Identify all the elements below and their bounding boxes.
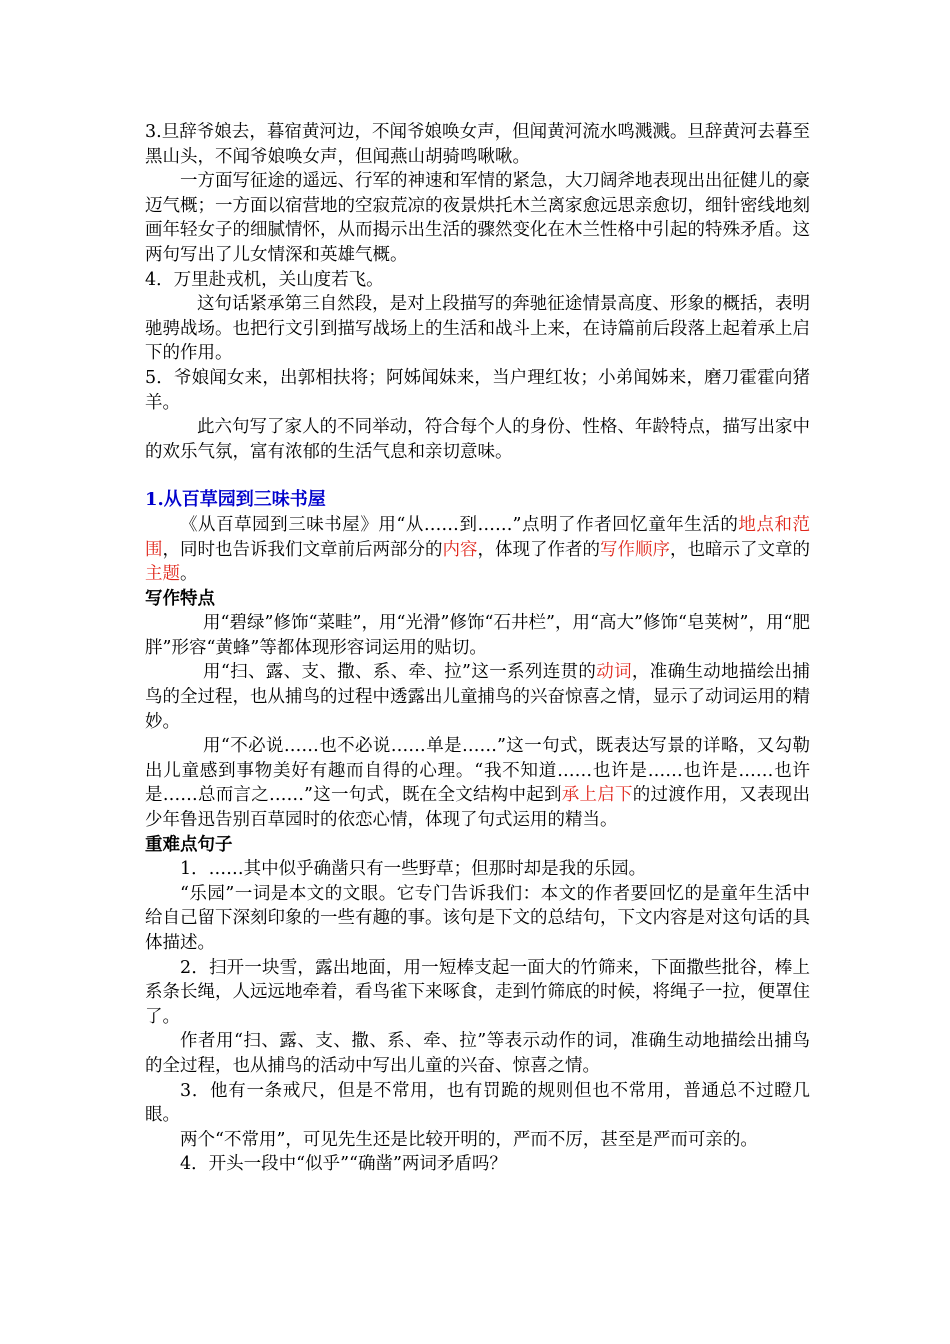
paragraph-item-5: 5．爷娘闻女来，出郭相扶将；阿姊闻妹来，当户理红妆；小弟闻姊来，磨刀霍霍向猪羊。 <box>145 367 810 413</box>
intro-text-a: 《从百草园到三味书屋》用“从……到……”点明了作者回忆童年生活的 <box>180 514 739 535</box>
paragraph-item-3: 3.旦辞爷娘去，暮宿黄河边，不闻爷娘唤女声，但闻黄河流水鸣溅溅。旦辞黄河去暮至黑山头，不闻爷娘唤女声，但闻燕山胡骑鸣啾啾。 <box>145 122 810 167</box>
paragraph-item-4: 4．万里赴戎机，关山度若飞。 <box>145 269 384 290</box>
intro-highlight-theme: 主题 <box>145 564 180 585</box>
intro-text-b: ，同时也告诉我们文章前后两部分的 <box>162 539 443 560</box>
intro-highlight-order: 写作顺序 <box>600 539 670 560</box>
key-sentence-3-comment: 两个“不常用”，可见先生还是比较开明的，严而不厉，甚至是严而可亲的。 <box>180 1129 758 1150</box>
paragraph-item-4-comment: 这句话紧承第三自然段，是对上段描写的奔驰征途情景高度、形象的概括，表明驰骋战场。也把行文引到描写战场上的生活和战斗上来，在诗篇前后段落上起着承上启下的作用。 <box>145 294 810 364</box>
key-sentence-1-comment: “乐园”一词是本文的文眼。它专门告诉我们：本文的作者要回忆的是童年生活中给自己留下深刻印象的一些有趣的事。该句是下文的总结句，下文内容是对这句话的具体描述。 <box>145 883 810 953</box>
feature-sentences-text-a: 用“不必说……也不必说……单是……”这一句式，既表达写景的详略，又勾勒出儿童感到事物美好有趣而自得的心理。“我不知道……也许是……也许是……也许是……总而言之……”这一句式，既在全文结构中起到 <box>145 736 810 806</box>
feature-paragraph-adjectives: 用“碧绿”修饰“菜畦”，用“光滑”修饰“石井栏”，用“高大”修饰“皂荚树”，用“肥胖”形容“黄蜂”等都体现形容词运用的贴切。 <box>145 613 810 658</box>
section-gap <box>145 464 810 488</box>
intro-text-e: 。 <box>180 564 198 585</box>
document-page <box>145 120 810 1177</box>
intro-highlight-place: 地点和范围 <box>145 514 810 560</box>
intro-text-d: ，也暗示了文章的 <box>670 539 810 560</box>
key-sentence-3: 3．他有一条戒尺，但是不常用，也有罚跪的规则但也不常用，普通总不过瞪几眼。 <box>145 1080 810 1126</box>
key-sentence-1: 1．……其中似乎确凿只有一些野草；但那时却是我的乐园。 <box>180 859 647 880</box>
feature-verbs-text-a: 用“扫、露、支、撒、系、牵、拉”这一系列连贯的 <box>203 662 597 683</box>
feature-verbs-highlight: 动词 <box>596 662 632 683</box>
key-sentence-2-comment: 作者用“扫、露、支、撒、系、牵、拉”等表示动作的词，准确生动地描绘出捕鸟的全过程，也从捕鸟的活动中写出儿童的兴奋、惊喜之情。 <box>145 1031 810 1076</box>
key-sentence-4: 4．开头一段中“似乎”“确凿”两词矛盾吗？ <box>180 1154 507 1175</box>
key-sentence-2: 2．扫开一块雪，露出地面，用一短棒支起一面大的竹筛来，下面撒些批谷，棒上系条长绳，人远远地牵着，看鸟雀下来啄食，走到竹筛底的时候，将绳子一拉，便罩住了。 <box>145 957 810 1027</box>
feature-paragraph-verbs <box>145 660 810 734</box>
feature-paragraph-sentences <box>145 734 810 832</box>
feature-verbs-text-b: ，准确生动地描绘出捕鸟的全过程，也从捕鸟的过程中透露出儿童捕鸟的兴奋惊喜之情，显示了动词运用的精妙。 <box>145 662 810 732</box>
intro-text-c: ，体现了作者的 <box>477 539 600 560</box>
section-title: 1.从百草园到三味书屋 <box>145 489 326 511</box>
key-sentences-heading: 重难点句子 <box>145 834 233 855</box>
features-heading: 写作特点 <box>145 588 215 609</box>
paragraph-item-5-comment: 此六句写了家人的不同举动，符合每个人的身份、性格、年龄特点，描写出家中的欢乐气氛，富有浓郁的生活气息和亲切意味。 <box>145 417 810 462</box>
intro-highlight-content: 内容 <box>442 539 478 560</box>
paragraph-item-3-comment: 一方面写征途的遥远、行军的神速和军情的紧急，大刀阔斧地表现出出征健儿的豪迈气概；一方面以宿营地的空寂荒凉的夜景烘托木兰离家愈远思亲愈切，细针密线地刻画年轻女子的细腻情怀，从而揭示出生活的骤然变化在木兰性格中引起的特殊矛盾。这两句写出了儿女情深和英雄气概。 <box>145 171 810 265</box>
feature-sentences-highlight: 承上启下 <box>561 785 633 806</box>
feature-sentences-text-b: 的过渡作用，又表现出少年鲁迅告别百草园时的依恋心情，体现了句式运用的精当。 <box>145 785 811 831</box>
intro-paragraph <box>145 513 810 587</box>
